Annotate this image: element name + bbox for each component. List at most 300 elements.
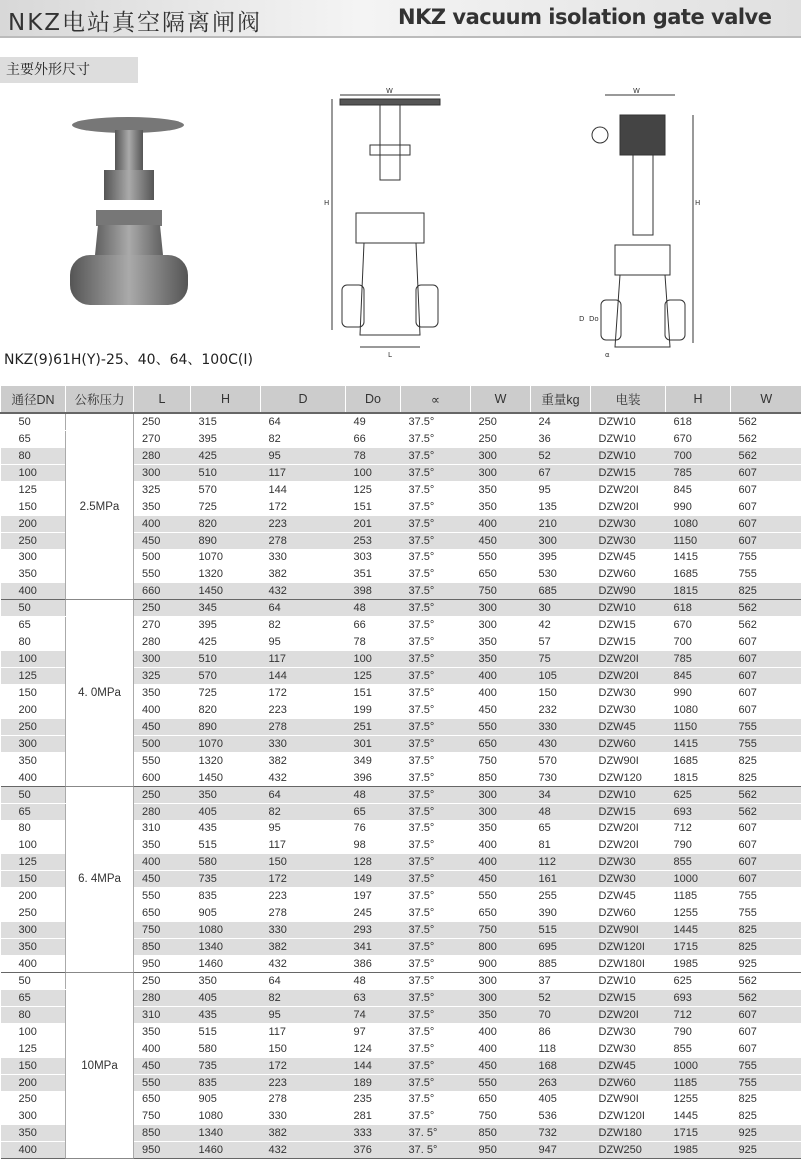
table-cell: DZW10 — [591, 430, 666, 447]
table-cell: 135 — [531, 498, 591, 515]
table-cell: 395 — [191, 430, 261, 447]
table-cell: 1415 — [666, 735, 731, 752]
dim-alpha: α — [605, 351, 610, 359]
table-cell: 37.5° — [401, 634, 471, 651]
table-cell: 95 — [261, 820, 346, 837]
table-cell: 232 — [531, 701, 591, 718]
table-cell: 625 — [666, 972, 731, 989]
table-cell: 64 — [261, 413, 346, 430]
table-cell: DZW30 — [591, 1023, 666, 1040]
table-cell: 128 — [346, 854, 401, 871]
table-cell: 80 — [1, 1006, 66, 1023]
column-header: W — [471, 386, 531, 413]
table-cell: DZW30 — [591, 515, 666, 532]
table-cell: 330 — [261, 549, 346, 566]
table-cell: 750 — [471, 1108, 531, 1125]
title-cn: NKZ电站真空隔离闸阀 — [8, 4, 262, 37]
dim-w: W — [386, 87, 393, 95]
table-cell: 57 — [531, 634, 591, 651]
table-cell: 820 — [191, 515, 261, 532]
table-cell: 151 — [346, 498, 401, 515]
table-cell: 280 — [134, 989, 191, 1006]
dim-w-electric: W — [633, 87, 640, 95]
table-cell: 400 — [471, 837, 531, 854]
table-cell: 350 — [1, 752, 66, 769]
table-cell: DZW120I — [591, 939, 666, 956]
table-cell: 712 — [666, 820, 731, 837]
table-cell: 400 — [1, 956, 66, 973]
column-header: W — [731, 386, 801, 413]
table-cell: 74 — [346, 1006, 401, 1023]
table-cell: 396 — [346, 769, 401, 786]
table-cell: 350 — [191, 786, 261, 803]
table-cell: 725 — [191, 685, 261, 702]
table-cell: 125 — [346, 481, 401, 498]
table-cell: 850 — [134, 939, 191, 956]
table-cell: 1985 — [666, 956, 731, 973]
table-cell: 1320 — [191, 566, 261, 583]
table-cell: 82 — [261, 989, 346, 1006]
table-cell: 37.5° — [401, 989, 471, 1006]
table-cell: 333 — [346, 1125, 401, 1142]
table-cell: 37. 5° — [401, 1125, 471, 1142]
table-cell: 78 — [346, 447, 401, 464]
table-cell: 117 — [261, 651, 346, 668]
table-cell: 670 — [666, 430, 731, 447]
table-cell: 1715 — [666, 939, 731, 956]
table-cell: 825 — [731, 922, 801, 939]
table-cell: 382 — [261, 1125, 346, 1142]
dim-h-electric: H — [695, 199, 700, 207]
table-cell: 37.5° — [401, 1057, 471, 1074]
table-cell: 825 — [731, 1091, 801, 1108]
table-cell: 835 — [191, 888, 261, 905]
table-cell: 37.5° — [401, 972, 471, 989]
table-cell: 270 — [134, 617, 191, 634]
table-cell: 732 — [531, 1125, 591, 1142]
table-cell: 1450 — [191, 769, 261, 786]
table-cell: 1340 — [191, 939, 261, 956]
table-cell: 618 — [666, 413, 731, 430]
table-cell: 432 — [261, 956, 346, 973]
table-cell: 144 — [261, 668, 346, 685]
table-cell: 36 — [531, 430, 591, 447]
table-cell: 310 — [134, 820, 191, 837]
column-header: 重量kg — [531, 386, 591, 413]
table-cell: 500 — [134, 735, 191, 752]
table-cell: 890 — [191, 532, 261, 549]
table-cell: 65 — [1, 430, 66, 447]
table-cell: 395 — [531, 549, 591, 566]
table-cell: 37.5° — [401, 752, 471, 769]
table-row — [1, 600, 801, 617]
table-cell: 37.5° — [401, 600, 471, 617]
table-cell: 263 — [531, 1074, 591, 1091]
table-cell: 650 — [134, 1091, 191, 1108]
table-cell: DZW90I — [591, 922, 666, 939]
table-cell: 37.5° — [401, 430, 471, 447]
table-cell: 755 — [731, 1057, 801, 1074]
table-cell: 1000 — [666, 1057, 731, 1074]
table-cell: 65 — [1, 989, 66, 1006]
table-cell: 37.5° — [401, 651, 471, 668]
table-cell: DZW90I — [591, 1091, 666, 1108]
table-cell: 300 — [471, 786, 531, 803]
table-cell: 755 — [731, 718, 801, 735]
table-cell: 172 — [261, 871, 346, 888]
table-cell: 382 — [261, 939, 346, 956]
table-cell: DZW60 — [591, 905, 666, 922]
table-cell: 950 — [134, 1142, 191, 1159]
table-cell: 825 — [731, 939, 801, 956]
table-cell: 37.5° — [401, 854, 471, 871]
table-cell: 144 — [346, 1057, 401, 1074]
table-cell: 1460 — [191, 956, 261, 973]
table-cell: 405 — [191, 989, 261, 1006]
table-cell: 400 — [471, 854, 531, 871]
table-cell: 172 — [261, 685, 346, 702]
table-cell: 400 — [134, 854, 191, 871]
table-cell: 695 — [531, 939, 591, 956]
valve-photo — [60, 115, 200, 325]
table-cell: 325 — [134, 481, 191, 498]
table-cell: 550 — [134, 1074, 191, 1091]
table-cell: DZW30 — [591, 854, 666, 871]
table-cell: 300 — [134, 651, 191, 668]
table-cell: 536 — [531, 1108, 591, 1125]
table-cell: 580 — [191, 854, 261, 871]
pressure-cell: 6. 4MPa — [66, 786, 134, 972]
table-cell: 510 — [191, 464, 261, 481]
table-cell: 350 — [1, 1125, 66, 1142]
table-cell: 253 — [346, 532, 401, 549]
table-cell: DZW120I — [591, 1108, 666, 1125]
table-cell: 650 — [471, 566, 531, 583]
table-cell: 905 — [191, 905, 261, 922]
table-cell: 905 — [191, 1091, 261, 1108]
table-cell: 250 — [471, 413, 531, 430]
table-cell: 161 — [531, 871, 591, 888]
table-cell: 1715 — [666, 1125, 731, 1142]
table-cell: 280 — [134, 634, 191, 651]
column-header: 电装 — [591, 386, 666, 413]
table-cell: 750 — [471, 922, 531, 939]
table-cell: DZW20I — [591, 498, 666, 515]
table-cell: 750 — [471, 752, 531, 769]
table-cell: DZW10 — [591, 447, 666, 464]
table-cell: 82 — [261, 803, 346, 820]
table-cell: 42 — [531, 617, 591, 634]
table-cell: 386 — [346, 956, 401, 973]
table-cell: 50 — [1, 786, 66, 803]
table-cell: 37.5° — [401, 786, 471, 803]
table-header — [1, 386, 801, 413]
table-cell: 607 — [731, 651, 801, 668]
table-cell: 82 — [261, 617, 346, 634]
table-cell: 450 — [471, 871, 531, 888]
table-cell: 670 — [666, 617, 731, 634]
table-cell: DZW20I — [591, 668, 666, 685]
table-cell: 562 — [731, 447, 801, 464]
table-cell: 900 — [471, 956, 531, 973]
table-cell: 37.5° — [401, 413, 471, 430]
table-cell: 550 — [134, 888, 191, 905]
table-cell: 235 — [346, 1091, 401, 1108]
table-cell: 37.5° — [401, 515, 471, 532]
table-cell: 430 — [531, 735, 591, 752]
table-cell: 400 — [471, 515, 531, 532]
title-en: NKZ vacuum isolation gate valve — [398, 5, 772, 29]
table-cell: 300 — [471, 600, 531, 617]
table-cell: 300 — [471, 464, 531, 481]
table-cell: 820 — [191, 701, 261, 718]
table-cell: DZW45 — [591, 718, 666, 735]
table-cell: 607 — [731, 871, 801, 888]
table-cell: 150 — [1, 1057, 66, 1074]
table-cell: 580 — [191, 1040, 261, 1057]
table-cell: 300 — [1, 549, 66, 566]
table-cell: DZW15 — [591, 803, 666, 820]
table-cell: 37.5° — [401, 1091, 471, 1108]
table-cell: 48 — [346, 786, 401, 803]
table-cell: 70 — [531, 1006, 591, 1023]
table-cell: 341 — [346, 939, 401, 956]
table-cell: 1255 — [666, 1091, 731, 1108]
column-header: 通径DN — [1, 386, 66, 413]
table-cell: 450 — [134, 532, 191, 549]
table-cell: 24 — [531, 413, 591, 430]
table-cell: 990 — [666, 685, 731, 702]
table-row — [1, 972, 801, 989]
table-cell: 660 — [134, 583, 191, 600]
table-cell: 250 — [1, 532, 66, 549]
table-cell: 600 — [134, 769, 191, 786]
table-cell: 650 — [471, 735, 531, 752]
table-cell: 75 — [531, 651, 591, 668]
table-cell: 281 — [346, 1108, 401, 1125]
table-cell: 562 — [731, 600, 801, 617]
table-cell: 607 — [731, 464, 801, 481]
table-cell: 250 — [134, 600, 191, 617]
table-cell: 37.5° — [401, 549, 471, 566]
table-cell: 1445 — [666, 1108, 731, 1125]
table-cell: 37.5° — [401, 939, 471, 956]
table-cell: 825 — [731, 1108, 801, 1125]
table-cell: 117 — [261, 837, 346, 854]
table-cell: 550 — [471, 1074, 531, 1091]
table-cell: 48 — [346, 600, 401, 617]
table-cell: 150 — [261, 854, 346, 871]
table-cell: 300 — [134, 464, 191, 481]
table-cell: 450 — [471, 1057, 531, 1074]
table-cell: 515 — [191, 837, 261, 854]
table-cell: 1685 — [666, 566, 731, 583]
table-cell: 750 — [134, 1108, 191, 1125]
column-header: D — [261, 386, 346, 413]
table-cell: 607 — [731, 532, 801, 549]
table-cell: 1080 — [191, 1108, 261, 1125]
table-cell: 80 — [1, 634, 66, 651]
table-cell: 300 — [471, 447, 531, 464]
table-cell: 400 — [471, 668, 531, 685]
table-cell: 1445 — [666, 922, 731, 939]
table-cell: 301 — [346, 735, 401, 752]
table-cell: 350 — [471, 498, 531, 515]
table-cell: 37.5° — [401, 718, 471, 735]
table-cell: 65 — [1, 803, 66, 820]
table-cell: 280 — [134, 447, 191, 464]
dimension-table — [0, 386, 801, 1159]
table-cell: DZW120 — [591, 769, 666, 786]
table-cell: 570 — [191, 668, 261, 685]
table-cell: 1080 — [666, 515, 731, 532]
table-cell: 278 — [261, 718, 346, 735]
table-cell: 95 — [261, 634, 346, 651]
table-cell: 149 — [346, 871, 401, 888]
table-cell: 607 — [731, 1040, 801, 1057]
table-cell: 530 — [531, 566, 591, 583]
table-cell: 65 — [1, 617, 66, 634]
table-cell: 37.5° — [401, 668, 471, 685]
table-cell: 37.5° — [401, 922, 471, 939]
table-cell: 435 — [191, 820, 261, 837]
table-cell: DZW90I — [591, 752, 666, 769]
table-cell: DZW30 — [591, 701, 666, 718]
table-cell: 570 — [531, 752, 591, 769]
table-cell: 125 — [1, 854, 66, 871]
table-cell: 855 — [666, 1040, 731, 1057]
table-cell: 300 — [471, 617, 531, 634]
table-cell: DZW30 — [591, 1040, 666, 1057]
table-cell: 189 — [346, 1074, 401, 1091]
table-cell: DZW45 — [591, 1057, 666, 1074]
table-cell: 790 — [666, 837, 731, 854]
table-cell: 349 — [346, 752, 401, 769]
table-cell: 350 — [1, 566, 66, 583]
table-cell: 825 — [731, 752, 801, 769]
table-cell: 1185 — [666, 1074, 731, 1091]
table-cell: 515 — [531, 922, 591, 939]
table-cell: 52 — [531, 447, 591, 464]
table-cell: 1080 — [666, 701, 731, 718]
table-cell: 1150 — [666, 532, 731, 549]
table-cell: 210 — [531, 515, 591, 532]
table-cell: 37.5° — [401, 820, 471, 837]
table-cell: 37.5° — [401, 701, 471, 718]
table-cell: 550 — [471, 718, 531, 735]
table-cell: DZW60 — [591, 735, 666, 752]
table-cell: 845 — [666, 481, 731, 498]
table-cell: 390 — [531, 905, 591, 922]
table-cell: 50 — [1, 413, 66, 430]
table-cell: 607 — [731, 1023, 801, 1040]
pressure-cell: 10MPa — [66, 972, 134, 1158]
table-cell: 37.5° — [401, 769, 471, 786]
table-cell: 37.5° — [401, 566, 471, 583]
table-cell: DZW250 — [591, 1142, 666, 1159]
table-cell: 95 — [261, 1006, 346, 1023]
table-row — [1, 413, 801, 430]
table-cell: 835 — [191, 1074, 261, 1091]
table-cell: 382 — [261, 566, 346, 583]
table-cell: 700 — [666, 634, 731, 651]
table-cell: 350 — [134, 498, 191, 515]
pressure-cell: 4. 0MPa — [66, 600, 134, 786]
table-cell: 435 — [191, 1006, 261, 1023]
table-cell: 37.5° — [401, 888, 471, 905]
table-cell: 300 — [1, 922, 66, 939]
table-cell: 37.5° — [401, 871, 471, 888]
table-cell: 755 — [731, 549, 801, 566]
table-cell: 144 — [261, 481, 346, 498]
table-cell: 1255 — [666, 905, 731, 922]
table-cell: 63 — [346, 989, 401, 1006]
table-cell: 118 — [531, 1040, 591, 1057]
table-cell: 98 — [346, 837, 401, 854]
table-cell: 607 — [731, 1006, 801, 1023]
dim-h: H — [324, 199, 329, 207]
model-caption: NKZ(9)61H(Y)-25、40、64、100C(I) — [4, 349, 253, 369]
table-cell: 350 — [134, 685, 191, 702]
table-cell: 562 — [731, 617, 801, 634]
table-cell: 280 — [134, 803, 191, 820]
table-cell: 990 — [666, 498, 731, 515]
table-cell: 325 — [134, 668, 191, 685]
table-cell: 618 — [666, 600, 731, 617]
table-cell: 37.5° — [401, 583, 471, 600]
table-cell: 250 — [134, 972, 191, 989]
table-cell: 37. 5° — [401, 1142, 471, 1159]
table-cell: 223 — [261, 888, 346, 905]
table-cell: 607 — [731, 854, 801, 871]
table-cell: 200 — [1, 1074, 66, 1091]
table-cell: 37.5° — [401, 1006, 471, 1023]
table-cell: 78 — [346, 634, 401, 651]
table-cell: 250 — [134, 786, 191, 803]
table-cell: 37.5° — [401, 837, 471, 854]
table-cell: DZW30 — [591, 871, 666, 888]
table-cell: 550 — [134, 752, 191, 769]
table-cell: 825 — [731, 769, 801, 786]
table-cell: 432 — [261, 1142, 346, 1159]
table-cell: 223 — [261, 701, 346, 718]
table-cell: 650 — [134, 905, 191, 922]
table-cell: 750 — [134, 922, 191, 939]
table-cell: 125 — [1, 481, 66, 498]
table-cell: 37.5° — [401, 803, 471, 820]
table-cell: 37.5° — [401, 905, 471, 922]
table-cell: 300 — [531, 532, 591, 549]
table-cell: 607 — [731, 837, 801, 854]
table-cell: 37.5° — [401, 685, 471, 702]
table-cell: 350 — [134, 837, 191, 854]
table-cell: 330 — [261, 1108, 346, 1125]
table-cell: 1150 — [666, 718, 731, 735]
table-cell: 278 — [261, 532, 346, 549]
column-header: H — [666, 386, 731, 413]
column-header: ∝ — [401, 386, 471, 413]
table-cell: 350 — [134, 1023, 191, 1040]
section-title: 主要外形尺寸 — [0, 57, 138, 83]
dim-do: Do — [589, 315, 599, 323]
table-cell: 251 — [346, 718, 401, 735]
table-cell: 562 — [731, 972, 801, 989]
table-cell: 30 — [531, 600, 591, 617]
table-cell: 405 — [191, 803, 261, 820]
table-cell: 350 — [471, 651, 531, 668]
table-cell: 607 — [731, 481, 801, 498]
table-cell: 607 — [731, 668, 801, 685]
